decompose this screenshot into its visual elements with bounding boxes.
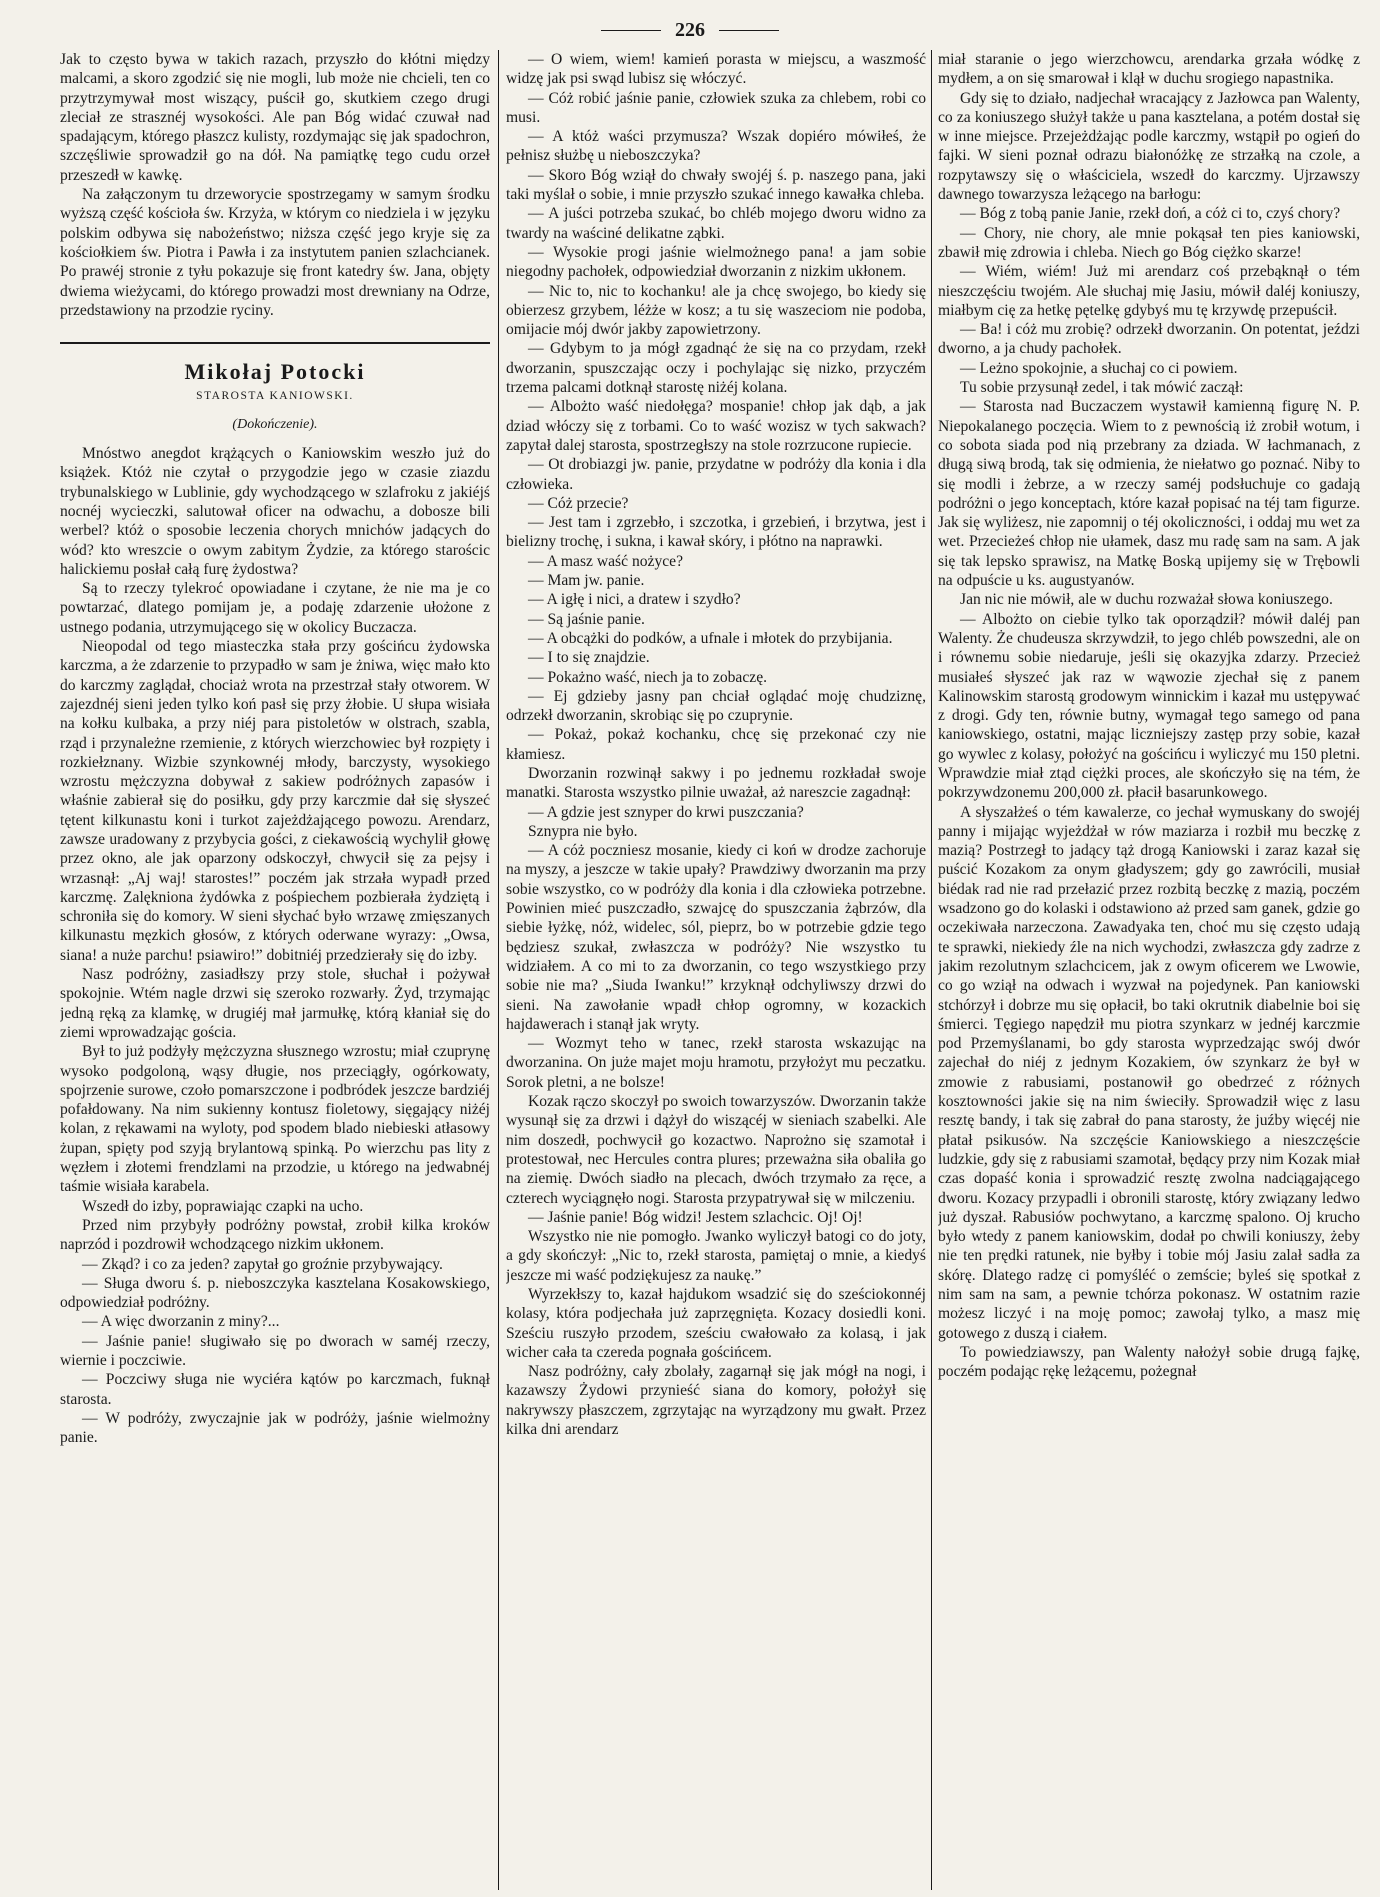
paragraph: Mnóstwo anegdot krążących o Kaniowskim weszło już do książek. Któż nie czytał o przygodzie jego w czasie ziazdu trybunalskiego w Lublinie, gdy wychodzącego w szlafroku z jakiéjś nocnéj wycieczki, salutował oficer na odwachu, a dobosze bili werbel? któż o sposobie leczenia chorych mnichów jadących do wód? kto wreszcie o owym zabitym Żydzie, za którego starościc halickiemu posłał całą furę żydostwa? — [60, 445, 490, 578]
paragraph: — Bóg z tobą panie Janie, rzekł doń, a cóż ci to, czyś chory? — [960, 205, 1341, 223]
article-title: Mikołaj Potocki — [184, 359, 366, 385]
paragraph: — Cóż przecie? — [528, 494, 629, 512]
paragraph: — A więc dworzanin z miny?... — [82, 1313, 280, 1331]
article-body-col1 — [60, 444, 490, 1447]
paragraph: — Ot drobiazgi jw. panie, przydatne w podróży dla konia i dla człowieka. — [506, 456, 926, 493]
paragraph: — Sługa dworu ś. p. nieboszczyka kasztelana Kosakowskiego, odpowiedział podróżny. — [60, 1274, 490, 1312]
page-number: 226 — [675, 18, 705, 41]
paragraph: Nasz podróżny, cały zbolały, zagarnął się jak mógł na nogi, i kazawszy Żydowi przynieść siana do komory, położył się nakrywszy płaszczem, zgrzytając na wyrządzony mu gwałt. Przez kilka dni arendarz — [506, 1363, 926, 1439]
paragraph: Dworzanin rozwinął sakwy i po jednemu rozkładał swoje manatki. Starosta wszystko pilnie uważał, aż nareszcie zagadnął: — [506, 764, 926, 802]
section-rule — [60, 342, 490, 344]
page-header — [0, 10, 1380, 50]
paragraph: — A gdzie jest sznyper do krwi puszczania? — [528, 803, 804, 821]
paragraph: Gdy się to działo, nadjechał wracający z Jazłowca pan Walenty, co za koniuszego służył także u pana kasztelana, a potém dostał się w inne miejsce. Przejeżdżając podle karczmy, wstąpił po ogień do fajki. W sieni poznał odrazu białonóżkę ze strzałką na czole, a rozpytawszy się o właściciela, wszedł do karczmy. Ujrzawszy dawnego towarzysza leżącego na barłogu: — [938, 89, 1360, 204]
paragraph: — Jaśnie panie! sługiwało się po dworach w saméj rzeczy, wiernie i poczciwie. — [60, 1332, 490, 1369]
paragraph: — Wysokie progi jaśnie wielmożnego pana! a jam sobie niegodny pachołek, odpowiedział dworzanin z nizkim ukłonem. — [506, 243, 926, 281]
column-divider-1 — [498, 50, 499, 1890]
paragraph: Jak to często bywa w takich razach, przyszło do kłótni między malcami, a skoro zgodzić się nie mogli, lub może nie chcieli, ten co przytrzymywał most wiszący, puścił go, skutkiem czego drugi zleciał ze strasznéj wysokości. Ale pan Bóg widać czuwał nad spadającym, którego płaszcz kulisty, rozdymając się jak spadochron, szczęśliwie sprowadził go na dół. Na pamiątkę tego cudu orzeł przeszedł w kawkę. — [60, 51, 490, 184]
column-1 — [60, 50, 490, 1890]
paragraph: A słyszałżeś o tém kawalerze, co jechał wymuskany do swojéj panny i mijając wyjeżdżał w rów maziarza i rozbił mu beczkę z mazią? Postrzegł to jadący tąż drogą Kaniowski i zaraz kazał się puścić Kozakom za onym gładyszem; gdy go zawrócili, musiał biédak rad nie rad przełazić przez rozbitą beczkę z mazią, poczém wsadzono go do kolaski i odstawiono aż przed sam ganek, gdzie go oczekiwała narzeczona. Zawadyaka ten, choć mu się często udają te sprawki, niekiedy źle na nich wychodzi, zwłaszcza gdy zadrze z jakim rezolutnym szlachcicem, jak z owym oficerem we Lwowie, co go wziął na odwach i wyzwał na pojedynek. Pan kaniowski stchórzył i dobrze mu się opłacił, bo taki okrutnik diabelnie boi się śmierci. Tęgiego napędził mu piotra szynkarz w jednéj karczmie pod Przemyślanami, bo gdy starosta wyprzedzając swój dwór zajechał do niéj z jednym Kozakiem, ów szynkarz że był w zmowie z rabusiami, postanowił go obedrzeć z różnych kosztowności jakie się na nim świeciły. Sprowadził więc z lasu resztę bandy, i tak się zabrał do pana starosty, że juźby więcéj nie płatał psikusów. Na szczęście Kaniowskiego a nieszczęście ludzkie, gdy się z rabusiami szamotał, będący przy nim Kozak miał czas dopaść konia i sprowadzić resztę zwolna nadciągającego dworu. Kozacy przypadli i obronili starostę, który związany ledwo już dyszał. Rabusiów pochwytano, a karczmę spalono. Oj krucho było wtedy z panem kaniowskim, dodał po chwili koniuszy, żeby nie ten prędki ratunek, nie byłby i tobie mój Jasiu zalał sadła za skórę. Dlatego radzę ci pomyśléć o zemście; byleś się spotkał z nim sam na sam, a pewnie tchórza pokonasz. W ostatnim razie możesz liczyć i na moję pomoc; zawołaj tylko, a masz mię gotowego z duszą i ciałem. — [938, 803, 1360, 1342]
paragraph: — Nic to, nic to kochanku! ale ja chcę swojego, bo kiedy się obierzesz grzybem, léżże w kosz; a tu się waszeciom nie podoba, omijacie mój dwór jakby zapowietrzony. — [506, 282, 926, 339]
paragraph: — Pokażno waść, niech ja to zobaczę. — [528, 668, 768, 686]
paragraph: To powiedziawszy, pan Walenty nałożył sobie drugą fajkę, poczém podając rękę leżącemu, pożegnał — [938, 1343, 1360, 1381]
column-2 — [506, 50, 926, 1890]
paragraph: Jan nic nie mówił, ale w duchu rozważał słowa koniuszego. — [960, 591, 1333, 609]
header-dash-left — [601, 30, 661, 31]
paragraph: Wszystko nie nie pomogło. Jwanko wyliczył batogi co do joty, a gdy skończył: „Nic to, rzekł starosta, pamiętaj o mnie, a kiedyś jeszcze mi waść podziękujesz za naukę.” — [506, 1228, 926, 1284]
article-note: (Dokończenie). — [232, 416, 318, 432]
paragraph: — Jaśnie panie! Bóg widzi! Jestem szlachcic. Oj! Oj! — [528, 1208, 863, 1226]
column-3 — [938, 50, 1360, 1890]
paragraph: Był to już podżyły mężczyzna słusznego wzrostu; miał czuprynę wysoko podgoloną, wąsy długie, nos przeciągły, ogórkowaty, spojrzenie surowe, czoło pomarszczone i podbródek jeszcze bardziéj pofałdowany. Na nim sukienny kontusz fioletowy, sięgający niżéj kolan, z rękawami na wyloty, pod spodem blado niebieski atłasowy żupan, spięty pod szyją brylantową spinką. Po wierzchu pas lity z węzłem i złotemi frendzlami na przodzie, u którego na jedwabnéj taśmie wisiała karabela. — [60, 1043, 490, 1196]
paragraph: — I to się znajdzie. — [528, 649, 650, 667]
paragraph: — Albożto on ciebie tylko tak oporządził? mówił daléj pan Walenty. Że chudeusza skrzywdził, to jego chléb powszedni, ale on i równemu sobie niedaruje, jeśli się okazyjka zdarzy. Przecież musiałeś słyszeć jak raz w wąwozie zjechał się z panem Kalinowskim starostą grodowym winnickim i kazał mu ustępywać z drogi. Gdy ten, równie butny, wymagał tego samego od pana kaniowskiego, ostatni, mając liczniejszy zastęp przy sobie, kazał go wywlec z kolasy, położyć na gościńcu i wyliczyć mu 150 pletni. Wprawdzie miał ztąd ciężki proces, ale skończyło się na tém, że pokrzywdzonemu 200,000 zł. płacił basarunkowego. — [938, 610, 1360, 802]
paragraph: — Pokaż, pokaż kochanku, chcę się przekonać czy nie kłamiesz. — [506, 726, 926, 763]
paragraph: — A któż waści przymusza? Wszak dopiéro mówiłeś, że pełnisz służbę u nieboszczyka? — [506, 128, 926, 165]
paragraph: Są to rzeczy tylekroć opowiadane i czytane, że nie ma je co powtarzać, dlatego pomijam je, a podaję zdarzenie ułożone z ustnego podania, utrzymującego się w okolicy Buczacza. — [60, 580, 490, 636]
paragraph: Wyrzekłszy to, kazał hajdukom wsadzić się do sześciokonnéj kolasy, która podjechała już zaprzęgnięta. Kozacy dosiedli koni. Sześciu ruszyło przodem, sześciu cwałowało za kolasą, i jak wicher cała ta czereda pognała gościńcem. — [506, 1286, 926, 1361]
article-body-col3 — [938, 50, 1360, 1381]
paragraph: Sznypra nie było. — [528, 822, 638, 840]
paragraph: — Skoro Bóg wziął do chwały swojéj ś. p. naszego pana, jaki taki myślał o sobie, i mnie przyszło szukać innego kawałka chleba. — [506, 166, 926, 204]
paragraph: — Starosta nad Buczaczem wystawił kamienną figurę N. P. Niepokalanego poczęcia. Wiem to z pewnością iż zrobił wotum, i co sobota siada pod nią przebrany za dziada. W łachmanach, z długą siwą brodą, tak się odmienia, że niełatwo go poznać. Niby to się modli i żebrze, a w rzeczy saméj podsłuchuje co gadają podróżni o jego konceptach, które kazał popisać na téj tam figurze. Jak się wyliżesz, nie zapomnij o téj okoliczności, i oddaj mu wet za wet. Przecieżeś chłop nie ułamek, dasz mu radę sam na sam. A jak się tak lepsko sprawisz, na Matkę Boską upijemy się w Trębowli na odpuście u ks. augustyanów. — [938, 398, 1360, 590]
paragraph: — Gdybym to ja mógł zgadnąć że się na co przydam, rzekł dworzanin, spuszczając oczy i pochylając się nizko, przyczém trzema palcami dotknął starostę niżéj kolana. — [506, 340, 926, 397]
paragraph: — Chory, nie chory, ale mnie pokąsał ten pies kaniowski, zbawił mię zdrowia i chleba. Niech go Bóg ciężko skarze! — [938, 224, 1360, 261]
paragraph: — Mam jw. panie. — [528, 572, 645, 590]
paragraph: — Wozmyt teho w tanec, rzekł starosta wskazując na dworzanina. On juże majet moju hramotu, przyłożyt mu peczatku. Sorok pletni, a ne bolsze! — [506, 1035, 926, 1091]
paragraph: Tu sobie przysunął zedel, i tak mówić zaczął: — [960, 379, 1244, 397]
header-dash-right — [719, 30, 779, 31]
paragraph: — Cóż robić jaśnie panie, człowiek szuka za chlebem, robi co musi. — [506, 89, 926, 126]
paragraph: — A juści potrzeba szukać, bo chléb mojego dworu widno za twardy na waściné delikatne ząbki. — [506, 205, 926, 242]
paragraph: miał staranie o jego wierzchowcu, arendarka grzała wódkę z mydłem, a on się smarował i klął w duchu srogiego napastnika. — [938, 51, 1360, 88]
paragraph: — Ej gdzieby jasny pan chciał oglądać moję chudziznę, odrzekł dworzanin, skrobiąc się po czuprynie. — [506, 687, 926, 725]
paragraph: — A cóż poczniesz mosanie, kiedy ci koń w drodze zachoruje na myszy, a jeszcze w takie upały? Prawdziwy dworzanin ma przy sobie wszystko, co w podróży dla konia i dla człowieka potrzebne. Powinien mieć puszczadło, szwajcę do spuszczania żąbrzów, dla siebie łyżkę, nóż, widelec, sól, pieprz, bo w potrzebie gdzie tego będziesz szukał, zwłaszcza w podróży? Nie wszystko tu widziałem. A co mi to za dworzanin, co tego wszystkiego przy sobie nie ma? „Siuda Iwanku!” krzyknął odchyliwszy drzwi do sieni. Na zawołanie wpadł chłop ogromny, w kozackich hajdawerach i stanął jak wryty. — [506, 842, 926, 1033]
paragraph: — A igłę i nici, a dratew i szydło? — [528, 591, 741, 609]
article-subtitle: STAROSTA KANIOWSKI. — [196, 390, 354, 403]
paragraph: Wszedł do izby, poprawiając czapki na ucho. — [82, 1197, 364, 1215]
column-divider-2 — [931, 50, 932, 1890]
paragraph: — A obcążki do podków, a ufnale i młotek do przybijania. — [528, 629, 893, 647]
paragraph: Przed nim przybyły podróżny powstał, zrobił kilka kroków naprzód i pozdrowił wchodzącego nizkim ukłonem. — [60, 1216, 490, 1254]
paragraph: Nasz podróżny, zasiadłszy przy stole, słuchał i pożywał spokojnie. Wtém nagle drzwi się szeroko rozwarły. Żyd, trzymając jedną ręką za klamkę, w drugiéj mał jarmułkę, którą kłaniał się do ziemi wprowadzając gościa. — [60, 966, 490, 1041]
paragraph: — Wiém, wiém! Już mi arendarz coś przebąknął o tém nieszczęściu twojém. Ale słuchaj mię Jasiu, mówił daléj koniuszy, miałbym cię za hetkę pętelkę gdybyś mu tę krzywdę przepuścił. — [938, 263, 1360, 319]
paragraph: — Są jaśnie panie. — [528, 610, 645, 628]
paragraph: — Poczciwy sługa nie wyciéra kątów po karczmach, fuknął starosta. — [60, 1371, 490, 1408]
paragraph: Kozak rączo skoczył po swoich towarzyszów. Dworzanin także wysunął się za drzwi i dążył do wiszącéj w sieniach szabelki. Ale nim doszedł, pochwycił go kozactwo. Naprożno się szamotał i protestował, nec Hercules contra plures; przeważna siła obaliła go na ziemię. Dwóch siadło na plecach, dwóch trzymało za ręce, a czterech wyciągnęło nogi. Starosta przypatrywał się w milczeniu. — [506, 1093, 926, 1207]
paragraph: — A masz waść nożyce? — [528, 552, 684, 570]
paragraph: — Albożto waść niedołęga? mospanie! chłop jak dąb, a jak dziad włóczy się z torbami. Co to waść wozisz w tych sakwach? zapytał dalej starosta, spostrzegłszy na stole rozrzucone rupiecie. — [506, 398, 926, 454]
column-1-top-text — [60, 50, 490, 320]
paragraph: — Jest tam i zgrzebło, i szczotka, i grzebień, i brzytwa, jest i bielizny trochę, i sukna, i kawał skóry, i płótno na naprawki. — [506, 514, 926, 551]
paragraph: — Ba! i cóż mu zrobię? odrzekł dworzanin. On potentat, jeździ dworno, a ja chudy pachołek. — [938, 321, 1360, 358]
paragraph: — W podróży, zwyczajnie jak w podróży, jaśnie wielmożny panie. — [60, 1409, 490, 1447]
paragraph: Nieopodal od tego miasteczka stała przy gościńcu żydowska karczma, a że zdarzenie to przypadło w sam je żniwa, więc mało kto do karczmy zaglądał, chociaż wrota na przestrzał stały otworem. W zajezdnéj sieni jeden tylko koń pasł się przy żłobie. U słupa wisiała na kołku kulbaka, a przy niéj para pistoletów w olstrach, szabla, rząd i przynależne rzemienie, z których wierzchowiec był rozpięty i rozkiełznany. Wizbie szynkownéj młody, barczysty, wysokiego wzrostu mężczyzna dobywał z sakiew podróżnych zapasów i właśnie zabierał się do posiłku, gdy przy karczmie dał się słyszeć tętent kilkunastu koni i turkot zajeżdżającego powozu. Arendarz, zawsze uradowany z przybycia gości, z ciekawością wychylił głowę przez okno, ale jak oparzony odskoczył, chwycił się za pejsy i wrzasnął: „Aj waj! starostes!” poczém jak strzała wypadł przed karczmę. Zalękniona żydówka z pośpiechem pozbierała żydziętą i schroniła się do komory. W sieni słychać było wrzawę zmięszanych kilkunastu męzkich głosów, z których oderwane wyrazy: „Owsa, siana! a nuże parchu! psiawiro!” dobitniéj przedzierały się do izby. — [60, 638, 490, 964]
paragraph: — Leżno spokojnie, a słuchaj co ci powiem. — [960, 359, 1238, 377]
article-body-col2 — [506, 50, 926, 1439]
paragraph: — Zkąd? i co za jeden? zapytał go groźnie przybywający. — [82, 1255, 443, 1273]
paragraph: Na załączonym tu drzeworycie spostrzegamy w samym środku wyższą część kościoła św. Krzyża, w którym co niedziela i w języku polskim odbywa się nabożeństwo; niższa część jego kryje się za kościołkiem św. Piotra i Pawła i za instytutem panien szlachcianek. Po prawéj stronie z tyłu pokazuje się front katedry św. Jana, objęty dwiema wieżycami, do którego prowadzi most drewniany na Odrze, przedstawiony na przodzie ryciny. — [60, 186, 490, 319]
paragraph: — O wiem, wiem! kamień porasta w miejscu, a waszmość widzę jak psi swąd lubisz się włóczyć. — [506, 51, 926, 88]
